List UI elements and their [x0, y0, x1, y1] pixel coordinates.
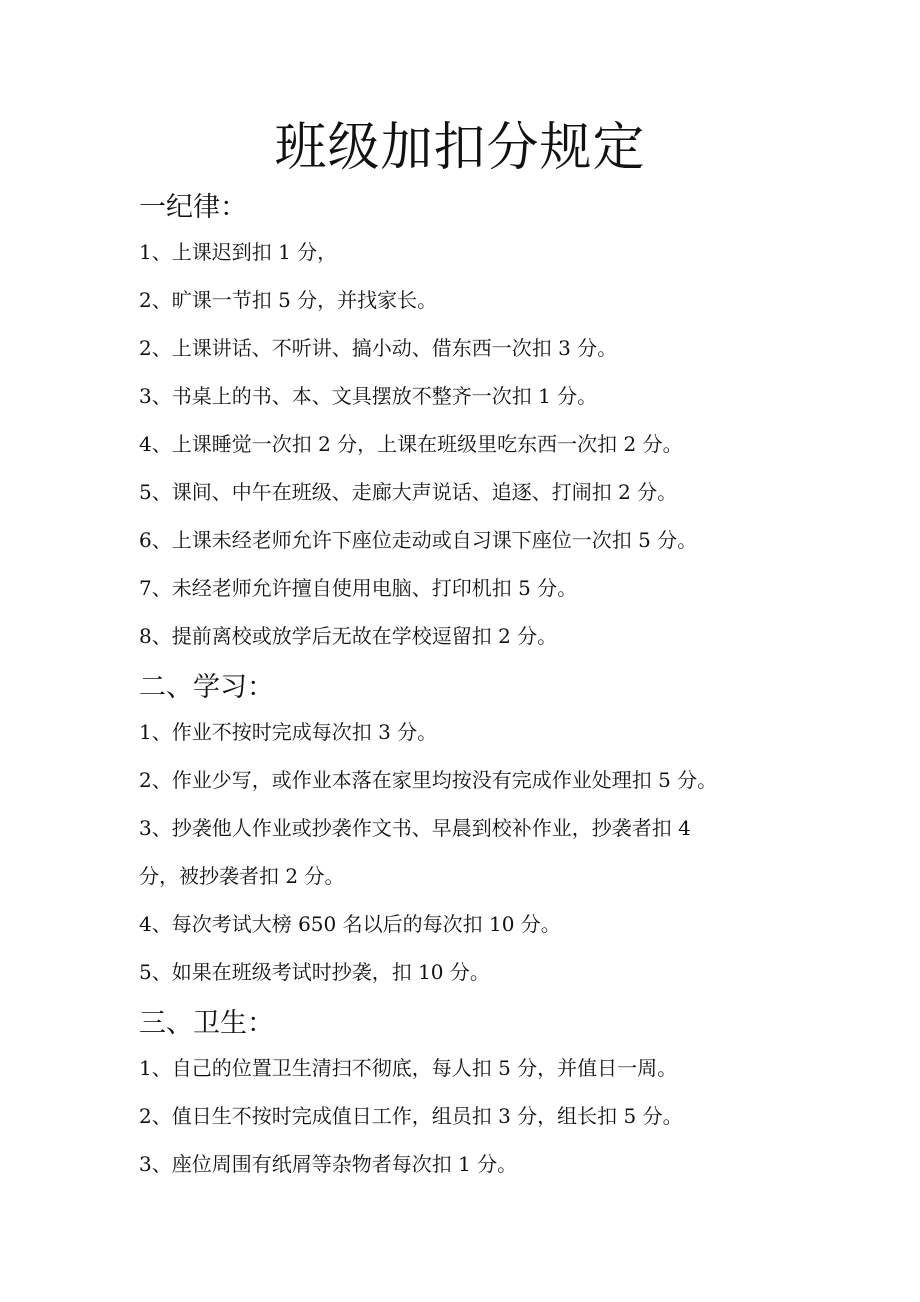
rule-item: 2、旷课一节扣 5 分，并找家长。: [139, 288, 438, 312]
section-hygiene: [139, 1004, 879, 1188]
rule-item: 2、上课讲话、不听讲、搞小动、借东西一次扣 3 分。: [139, 336, 618, 360]
rule-item: 2、值日生不按时完成值日工作，组员扣 3 分，组长扣 5 分。: [139, 1104, 683, 1128]
section-discipline: [139, 188, 879, 660]
rule-item: 8、提前离校或放学后无故在学校逗留扣 2 分。: [139, 624, 558, 648]
rule-item: 3、抄袭他人作业或抄袭作文书、早晨到校补作业，抄袭者扣 4: [139, 816, 691, 840]
rule-item: 4、每次考试大榜 650 名以后的每次扣 10 分。: [139, 912, 561, 936]
section-heading: 一纪律：: [139, 192, 247, 223]
page-title: 班级加扣分规定: [274, 118, 646, 178]
rule-item: 1、上课迟到扣 1 分，: [139, 240, 338, 264]
rule-item: 6、上课未经老师允许下座位走动或自习课下座位一次扣 5 分。: [139, 528, 698, 552]
rule-item: 7、未经老师允许擅自使用电脑、打印机扣 5 分。: [139, 576, 578, 600]
rule-item: 分，被抄袭者扣 2 分。: [139, 864, 345, 888]
rule-item: 5、如果在班级考试时抄袭，扣 10 分。: [139, 960, 490, 984]
section-study: [139, 668, 879, 996]
rule-item: 1、自己的位置卫生清扫不彻底，每人扣 5 分，并值日一周。: [139, 1056, 678, 1080]
section-heading: 二、学习：: [139, 672, 274, 703]
rule-item: 2、作业少写，或作业本落在家里均按没有完成作业处理扣 5 分。: [139, 768, 718, 792]
section-heading: 三、卫生：: [139, 1008, 274, 1039]
rule-item: 3、书桌上的书、本、文具摆放不整齐一次扣 1 分。: [139, 384, 598, 408]
rule-item: 1、作业不按时完成每次扣 3 分。: [139, 720, 438, 744]
rule-item: 4、上课睡觉一次扣 2 分，上课在班级里吃东西一次扣 2 分。: [139, 432, 683, 456]
rule-item: 3、座位周围有纸屑等杂物者每次扣 1 分。: [139, 1152, 518, 1176]
rule-item: 5、课间、中午在班级、走廊大声说话、追逐、打闹扣 2 分。: [139, 480, 678, 504]
